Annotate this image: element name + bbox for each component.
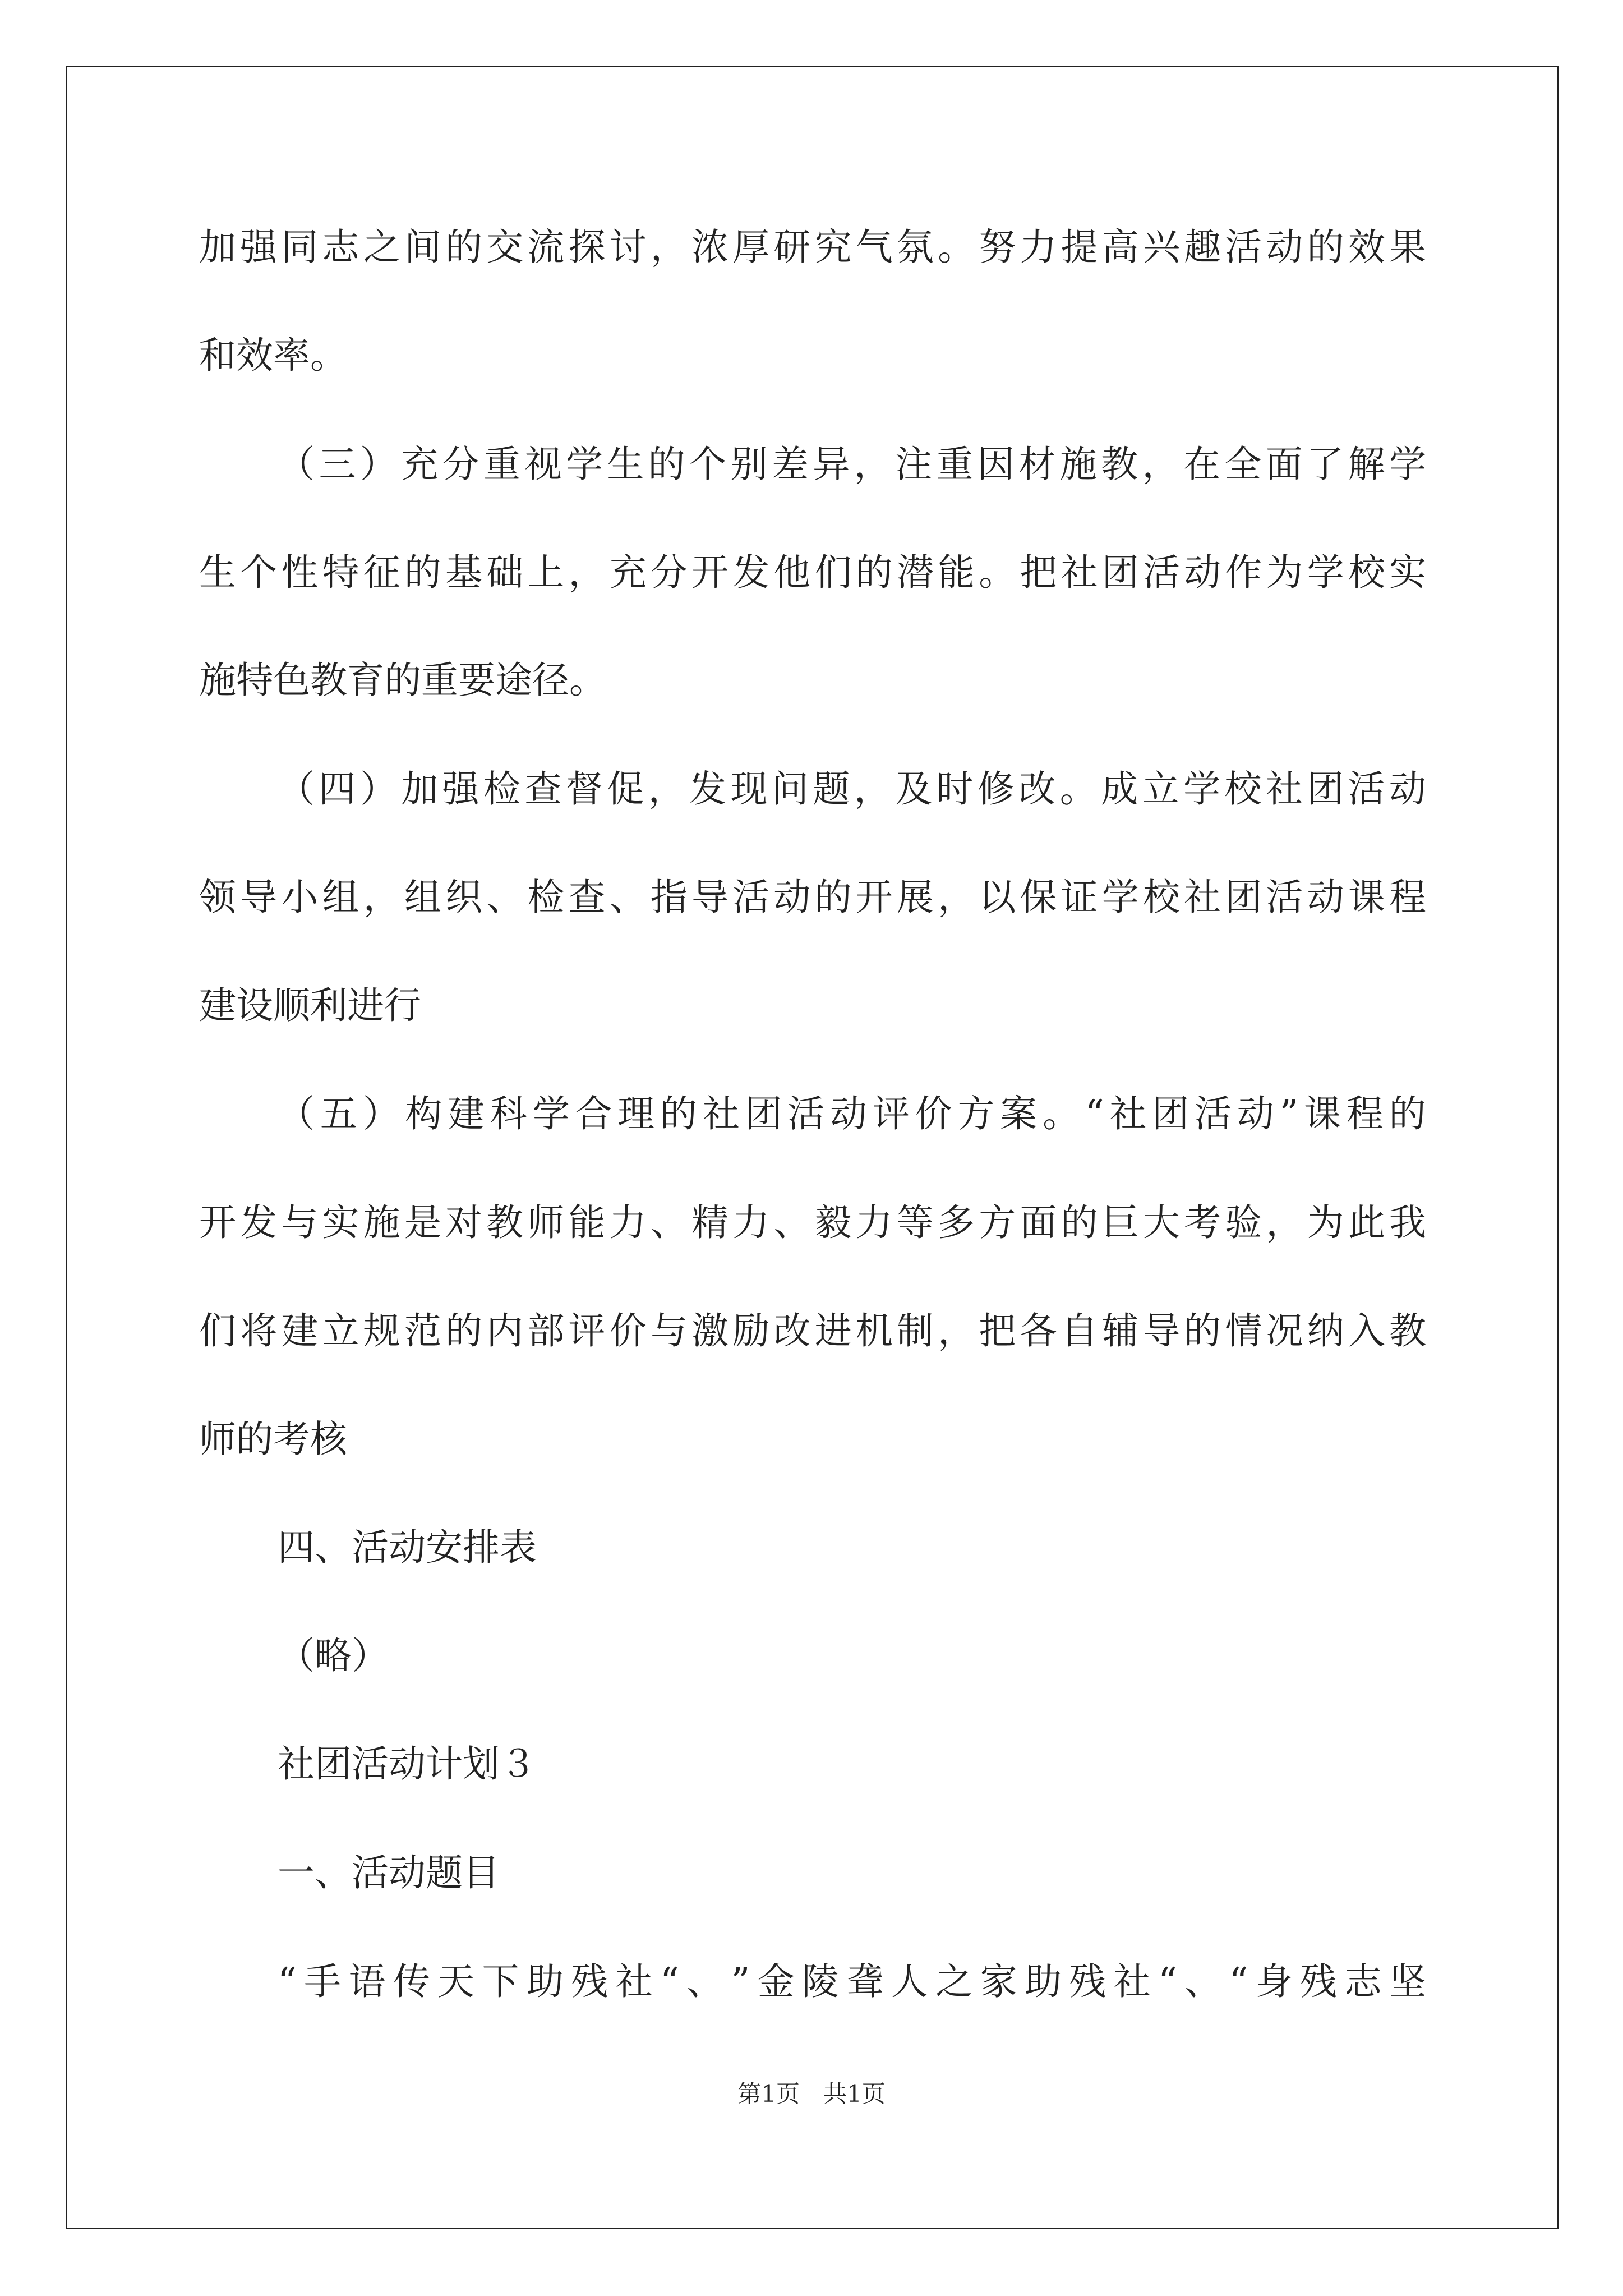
text-line: （ 五 ） 构 建 科 学 合 理 的 社 团 活 动 评 价 方 案 。 “ 社 团 活 动 ” 课 程 的 <box>278 1092 1426 1135</box>
text-line: “ 手 语 传 天 下 助 残 社 “ 、 ” 金 陵 聋 人 之 家 助 残 社 “ 、 “ 身 残 志 坚 <box>278 1960 1426 2003</box>
text-line: （略） <box>278 1634 389 1677</box>
text-line: 施特色教育的重要途径。 <box>199 659 606 702</box>
page-footer: 第1页 共1页 <box>737 2080 886 2108</box>
section-heading: 一、活动题目 <box>278 1851 500 1894</box>
text-line: （ 四 ） 加 强 检 查 督 促 ， 发 现 问 题 ， 及 时 修 改 。 成 立 学 校 社 团 活 动 <box>278 767 1426 811</box>
text-line: 建设顺利进行 <box>199 984 421 1027</box>
text-line: 领 导 小 组 ， 组 织 、 检 查 、 指 导 活 动 的 开 展 ， 以 保 证 学 校 社 团 活 动 课 程 <box>199 876 1426 919</box>
text-line: 生 个 性 特 征 的 基 础 上 ， 充 分 开 发 他 们 的 潜 能 。 把 社 团 活 动 作 为 学 校 实 <box>199 551 1426 594</box>
text-line: 们 将 建 立 规 范 的 内 部 评 价 与 激 励 改 进 机 制 ， 把 各 自 辅 导 的 情 况 纳 入 教 <box>199 1309 1426 1352</box>
text-line: （ 三 ） 充 分 重 视 学 生 的 个 别 差 异 ， 注 重 因 材 施 教 ， 在 全 面 了 解 学 <box>278 443 1426 486</box>
text-line: 加 强 同 志 之 间 的 交 流 探 讨 ， 浓 厚 研 究 气 氛 。 努 力 提 高 兴 趣 活 动 的 效 果 <box>199 226 1426 269</box>
text-line: 师的考核 <box>199 1418 347 1461</box>
text-line: 和效率。 <box>199 334 347 377</box>
section-heading: 四、活动安排表 <box>278 1526 537 1569</box>
section-heading: 社团活动计划３ <box>278 1742 537 1786</box>
text-line: 开 发 与 实 施 是 对 教 师 能 力 、 精 力 、 毅 力 等 多 方 面 的 巨 大 考 验 ， 为 此 我 <box>199 1201 1426 1244</box>
